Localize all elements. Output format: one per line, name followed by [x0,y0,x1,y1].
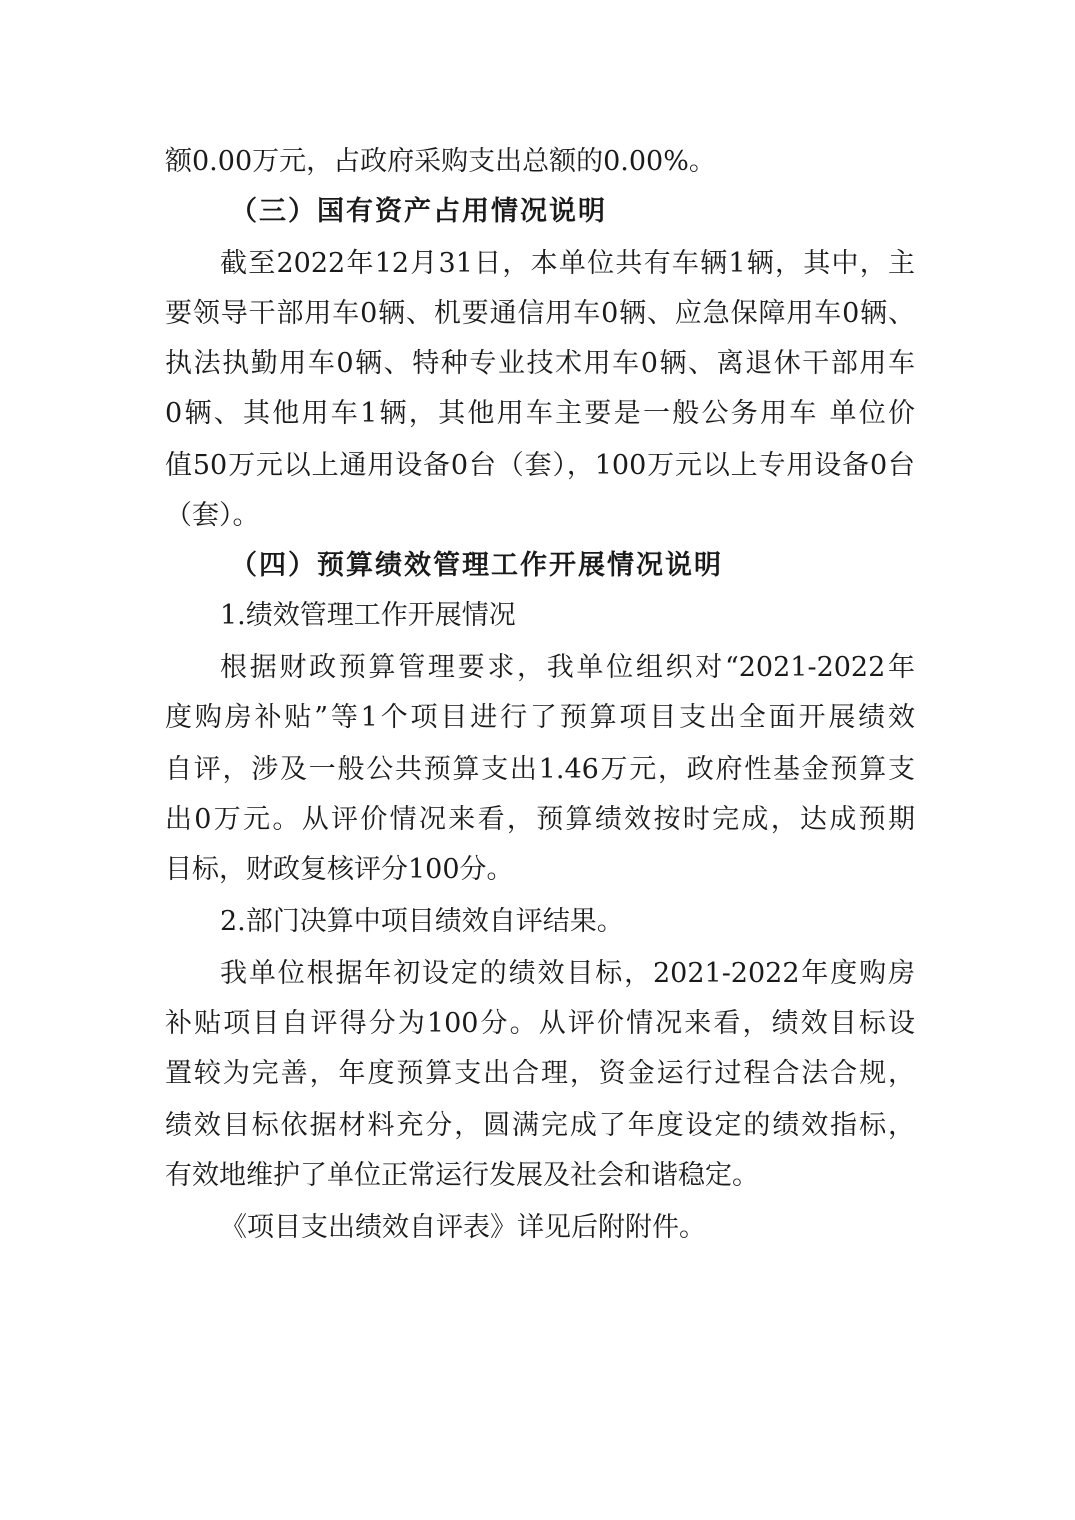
text-line: 度购房补贴”等1个项目进行了预算项目支出全面开展绩效 [165,702,915,733]
text-line: （套）。 [165,500,260,531]
text-line: 置较为完善，年度预算支出合理，资金运行过程合法合规， [165,1058,915,1089]
text-line: 额0.00万元，占政府采购支出总额的0.00%。 [165,146,716,177]
text-line: 《项目支出绩效自评表》详见后附附件。 [220,1212,706,1243]
text-line: 出0万元。从评价情况来看，预算绩效按时完成，达成预期 [165,804,915,835]
text-line: 0辆、其他用车1辆，其他用车主要是一般公务用车 单位价 [165,398,915,429]
text-line: 我单位根据年初设定的绩效目标，2021-2022年度购房 [220,958,915,989]
text-line: 值50万元以上通用设备0台（套），100万元以上专用设备0台 [165,450,915,481]
text-line: 绩效目标依据材料充分，圆满完成了年度设定的绩效指标， [165,1110,915,1141]
text-line: 目标，财政复核评分100分。 [165,854,514,885]
text-line: 补贴项目自评得分为100分。从评价情况来看，绩效目标设 [165,1008,915,1039]
subheading-2: 2.部门决算中项目绩效自评结果。 [220,906,624,937]
section-heading-4: （四）预算绩效管理工作开展情况说明 [230,550,723,581]
text-line: 有效地维护了单位正常运行发展及社会和谐稳定。 [165,1160,759,1191]
text-line: 自评，涉及一般公共预算支出1.46万元，政府性基金预算支 [165,754,915,785]
text-line: 截至2022年12月31日，本单位共有车辆1辆，其中，主 [220,248,915,279]
subheading-1: 1.绩效管理工作开展情况 [220,600,516,631]
section-heading-3: （三）国有资产占用情况说明 [230,196,607,227]
text-line: 要领导干部用车0辆、机要通信用车0辆、应急保障用车0辆、 [165,298,915,329]
text-line: 根据财政预算管理要求，我单位组织对“2021-2022年 [220,652,915,683]
text-line: 执法执勤用车0辆、特种专业技术用车0辆、离退休干部用车 [165,348,915,379]
